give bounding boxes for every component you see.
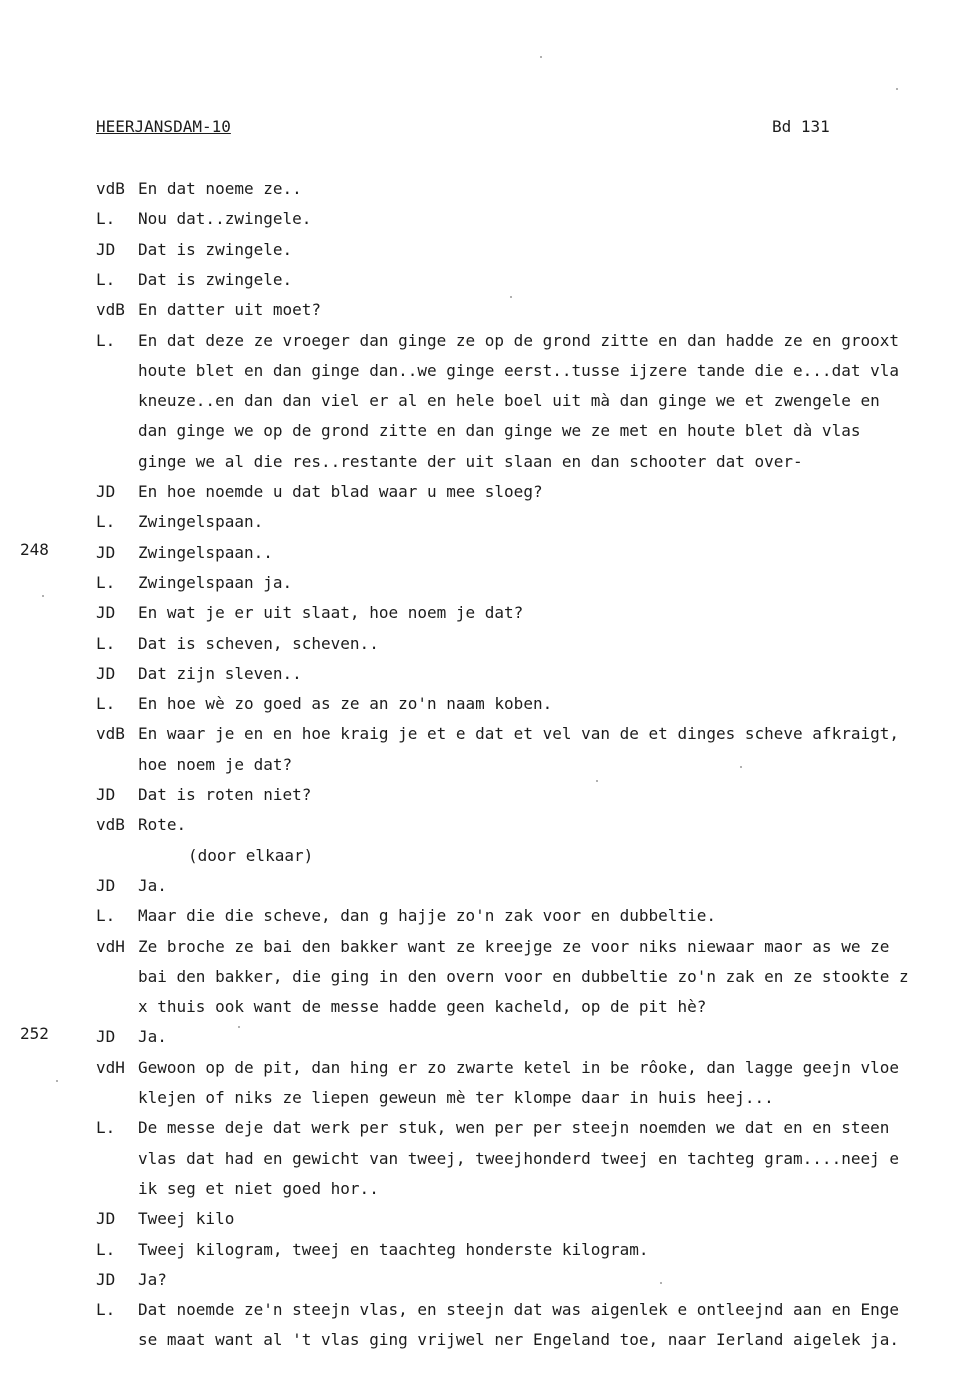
utterance-text: Zwingelspaan ja.: [138, 573, 293, 592]
speaker-label: L.: [96, 1300, 116, 1319]
utterance-text: hoe noem je dat?: [138, 755, 293, 774]
utterance-text: Rote.: [138, 815, 187, 834]
transcript-line: [0, 360, 973, 390]
transcript-line: [0, 239, 973, 269]
transcript-line: [0, 1208, 973, 1238]
speaker-label: L.: [96, 209, 116, 228]
transcript-line: [0, 1087, 973, 1117]
utterance-text: Zwingelspaan..: [138, 543, 273, 562]
utterance-text: ik seg et niet goed hor..: [138, 1179, 379, 1198]
transcript-line: [0, 542, 973, 572]
transcript-line: [0, 208, 973, 238]
stage-note: (door elkaar): [188, 846, 314, 865]
page-number: Bd 131: [772, 117, 830, 136]
utterance-text: klejen of niks ze liepen geweun mè ter klompe daar in huis heej...: [138, 1088, 774, 1107]
utterance-text: Gewoon op de pit, dan hing er zo zwarte ketel in be rôoke, dan lagge geejn vloe: [138, 1058, 899, 1077]
transcript-line: [0, 451, 973, 481]
transcript-line: [0, 178, 973, 208]
speaker-label: JD: [96, 1027, 116, 1046]
utterance-text: Dat noemde ze'n steejn vlas, en steejn dat was aigenlek e ontleejnd aan en Enge: [138, 1300, 899, 1319]
utterance-text: Ze broche ze bai den bakker want ze kreejge ze voor niks niewaar maor as we ze: [138, 937, 890, 956]
transcript-line: [0, 936, 973, 966]
transcript-line: [0, 1117, 973, 1147]
speaker-label: L.: [96, 694, 116, 713]
utterance-text: De messe deje dat werk per stuk, wen per per steejn noemden we dat en en steen: [138, 1118, 890, 1137]
utterance-text: Zwingelspaan.: [138, 512, 264, 531]
transcript-line: [0, 723, 973, 753]
utterance-text: Nou dat..zwingele.: [138, 209, 312, 228]
speaker-label: L.: [96, 270, 116, 289]
transcript-line: [0, 845, 973, 875]
transcript-line: [0, 663, 973, 693]
transcript-line: [0, 602, 973, 632]
transcript-line: [0, 633, 973, 663]
transcript-line: [0, 1148, 973, 1178]
speaker-label: JD: [96, 543, 116, 562]
transcript-line: [0, 420, 973, 450]
transcript-line: [0, 905, 973, 935]
transcript-line: [0, 481, 973, 511]
transcript-line: [0, 996, 973, 1026]
utterance-text: En wat je er uit slaat, hoe noem je dat?: [138, 603, 524, 622]
transcript-line: [0, 1178, 973, 1208]
speaker-label: L.: [96, 573, 116, 592]
speaker-label: vdH: [96, 937, 125, 956]
transcript-line: [0, 330, 973, 360]
speaker-label: vdH: [96, 1058, 125, 1077]
utterance-text: se maat want al 't vlas ging vrijwel ner Engeland toe, naar Ierland aigelek ja.: [138, 1330, 899, 1349]
utterance-text: Tweej kilogram, tweej en taachteg honderste kilogram.: [138, 1240, 649, 1259]
speaker-label: JD: [96, 876, 116, 895]
speaker-label: JD: [96, 603, 116, 622]
utterance-text: En dat noeme ze..: [138, 179, 302, 198]
speaker-label: JD: [96, 1270, 116, 1289]
utterance-text: Ja.: [138, 1027, 167, 1046]
speaker-label: vdB: [96, 815, 125, 834]
utterance-text: Dat is zwingele.: [138, 240, 293, 259]
speaker-label: JD: [96, 1209, 116, 1228]
transcript-line: [0, 1299, 973, 1329]
margin-line-number: 252: [20, 1024, 49, 1043]
margin-line-number: 248: [20, 540, 49, 559]
transcript-line: [0, 966, 973, 996]
utterance-text: kneuze..en dan dan viel er al en hele boel uit mà dan ginge we et zwengele en: [138, 391, 880, 410]
transcript-line: [0, 1026, 973, 1056]
speaker-label: vdB: [96, 300, 125, 319]
transcript-line: [0, 1329, 973, 1359]
transcript-line: [0, 269, 973, 299]
utterance-text: Dat is roten niet?: [138, 785, 312, 804]
utterance-text: En hoe wè zo goed as ze an zo'n naam koben.: [138, 694, 553, 713]
speaker-label: L.: [96, 634, 116, 653]
speaker-label: JD: [96, 240, 116, 259]
speaker-label: vdB: [96, 179, 125, 198]
utterance-text: En dat deze ze vroeger dan ginge ze op de grond zitte en dan hadde ze en grooxt: [138, 331, 899, 350]
transcript-line: [0, 693, 973, 723]
speaker-label: L.: [96, 512, 116, 531]
utterance-text: Tweej kilo: [138, 1209, 235, 1228]
speaker-label: L.: [96, 1240, 116, 1259]
utterance-text: dan ginge we op de grond zitte en dan ginge we ze met en houte blet dà vlas: [138, 421, 861, 440]
speaker-label: L.: [96, 906, 116, 925]
utterance-text: x thuis ook want de messe hadde geen kacheld, op de pit hè?: [138, 997, 707, 1016]
transcript-line: [0, 572, 973, 602]
utterance-text: Maar die die scheve, dan g hajje zo'n zak voor en dubbeltie.: [138, 906, 716, 925]
transcript-line: [0, 814, 973, 844]
transcript-line: [0, 1239, 973, 1269]
transcript-line: [0, 1269, 973, 1299]
document-title: HEERJANSDAM-10: [96, 117, 231, 136]
utterance-text: ginge we al die res..restante der uit slaan en dan schooter dat over-: [138, 452, 803, 471]
utterance-text: Dat is zwingele.: [138, 270, 293, 289]
utterance-text: Dat zijn sleven..: [138, 664, 302, 683]
speaker-label: JD: [96, 482, 116, 501]
transcript-line: [0, 875, 973, 905]
transcript-line: [0, 299, 973, 329]
utterance-text: houte blet en dan ginge dan..we ginge eerst..tusse ijzere tande die e...dat vla: [138, 361, 899, 380]
speaker-label: JD: [96, 664, 116, 683]
utterance-text: Dat is scheven, scheven..: [138, 634, 379, 653]
transcript-line: [0, 1057, 973, 1087]
utterance-text: En waar je en en hoe kraig je et e dat et vel van de et dinges scheve afkraigt,: [138, 724, 899, 743]
speaker-label: L.: [96, 1118, 116, 1137]
utterance-text: vlas dat had en gewicht van tweej, tweejhonderd tweej en tachteg gram....neej e: [138, 1149, 899, 1168]
speaker-label: vdB: [96, 724, 125, 743]
utterance-text: Ja.: [138, 876, 167, 895]
utterance-text: Ja?: [138, 1270, 167, 1289]
speaker-label: L.: [96, 331, 116, 350]
transcript-line: [0, 754, 973, 784]
speaker-label: JD: [96, 785, 116, 804]
transcript-line: [0, 390, 973, 420]
transcript-line: [0, 784, 973, 814]
utterance-text: bai den bakker, die ging in den overn voor en dubbeltie zo'n zak en ze stookte z: [138, 967, 909, 986]
utterance-text: En hoe noemde u dat blad waar u mee sloeg?: [138, 482, 543, 501]
utterance-text: En datter uit moet?: [138, 300, 322, 319]
transcript-line: [0, 511, 973, 541]
